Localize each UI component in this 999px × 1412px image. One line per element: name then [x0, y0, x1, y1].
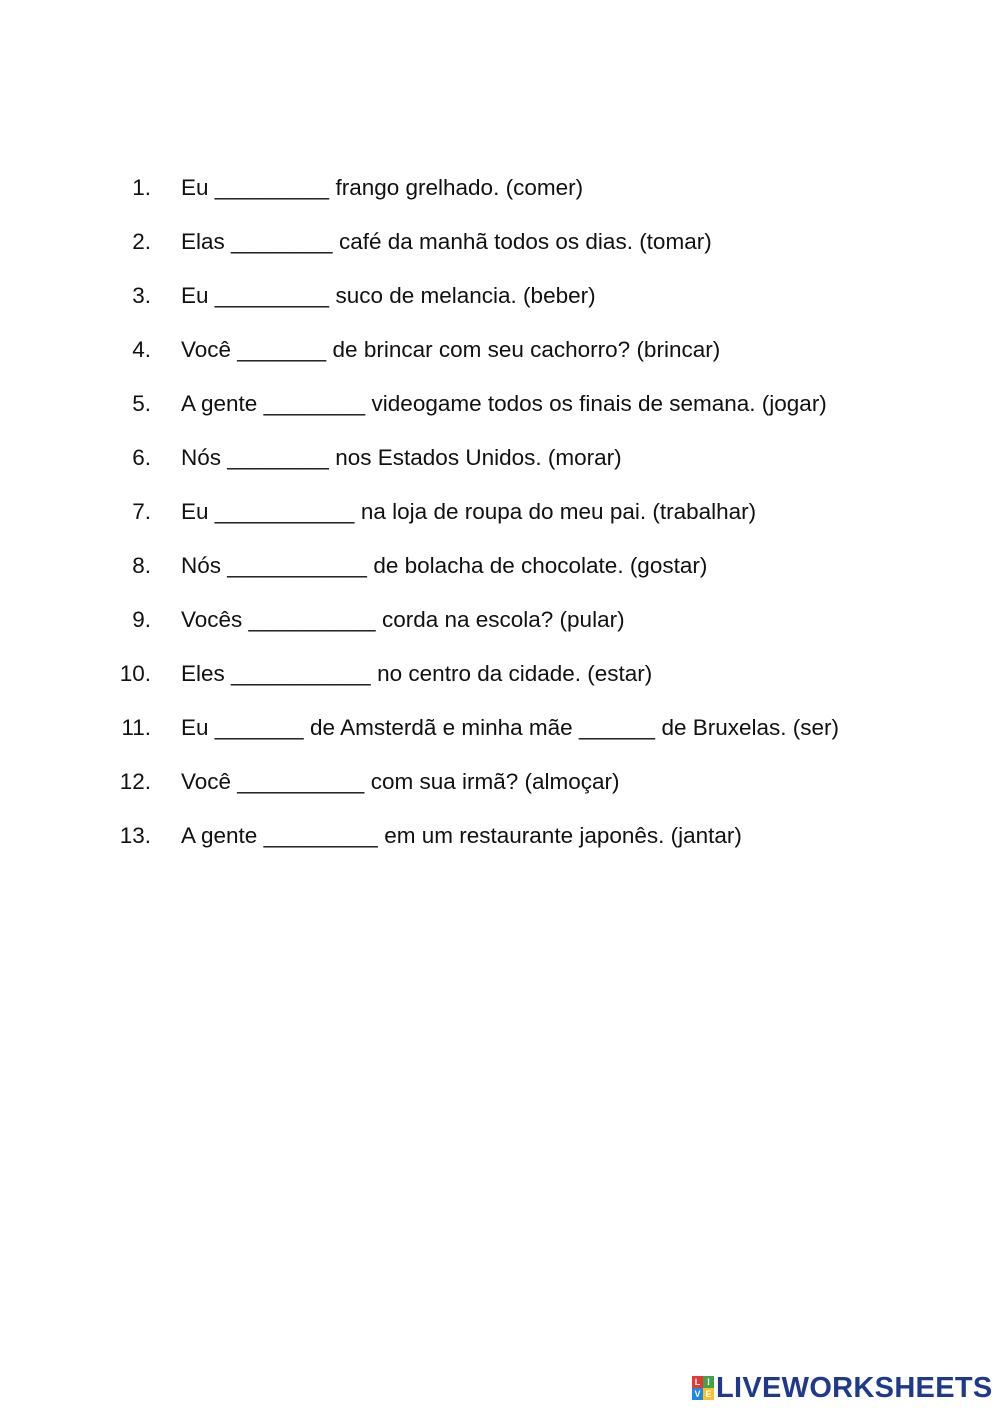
- logo-letter-i: I: [703, 1376, 714, 1388]
- logo-text: LIVEWORKSHEETS: [716, 1371, 993, 1404]
- item-text: [181, 388, 827, 420]
- item-number: 2.: [132, 229, 151, 254]
- answer-blank[interactable]: __________: [248, 607, 376, 632]
- item-number: 3.: [132, 283, 151, 308]
- item-number: 8.: [132, 553, 151, 578]
- item-number: 5.: [132, 391, 151, 416]
- answer-blank[interactable]: _________: [214, 175, 330, 200]
- item-text: [181, 172, 583, 204]
- answer-blank[interactable]: _______: [214, 715, 304, 740]
- item-text: [181, 820, 742, 852]
- exercise-item: [0, 388, 999, 442]
- exercise-item: [0, 280, 999, 334]
- text-segment: em um restaurante japonês. (jantar): [378, 823, 742, 848]
- exercise-item: [0, 550, 999, 604]
- text-segment: no centro da cidade. (estar): [370, 661, 653, 686]
- exercise-item: [0, 658, 999, 712]
- text-segment: Nós: [181, 445, 228, 470]
- text-segment: videogame todos os finais de semana. (jogar): [365, 391, 827, 416]
- item-number: 9.: [132, 607, 151, 632]
- exercise-item: [0, 766, 999, 820]
- text-segment: Eu: [181, 499, 215, 524]
- item-number: 12.: [119, 769, 151, 794]
- answer-blank[interactable]: ________: [263, 391, 366, 416]
- exercise-item: [0, 712, 999, 766]
- liveworksheets-logo-icon: [692, 1376, 714, 1400]
- item-text: [181, 496, 756, 528]
- item-text: [181, 604, 625, 636]
- item-number: 13.: [119, 823, 151, 848]
- exercise-item: [0, 226, 999, 280]
- item-number: 10.: [119, 661, 151, 686]
- text-segment: de bolacha de chocolate. (gostar): [367, 553, 708, 578]
- text-segment: A gente: [181, 823, 264, 848]
- text-segment: Você: [181, 769, 238, 794]
- exercise-item: [0, 172, 999, 226]
- logo-letter-v: V: [692, 1388, 703, 1400]
- answer-blank[interactable]: ________: [231, 229, 333, 254]
- exercise-item: [0, 442, 999, 496]
- text-segment: nos Estados Unidos. (morar): [328, 445, 622, 470]
- text-segment: na loja de roupa do meu pai. (trabalhar): [354, 499, 757, 524]
- answer-blank[interactable]: __________: [237, 769, 365, 794]
- text-segment: A gente: [181, 391, 264, 416]
- logo-letter-e: E: [703, 1388, 714, 1400]
- answer-blank[interactable]: ______: [578, 715, 656, 740]
- answer-blank[interactable]: _________: [214, 283, 330, 308]
- text-segment: Eles: [181, 661, 232, 686]
- text-segment: corda na escola? (pular): [375, 607, 625, 632]
- text-segment: Eu: [181, 283, 215, 308]
- item-number: 1.: [132, 175, 151, 200]
- exercise-item: [0, 604, 999, 658]
- item-text: [181, 334, 720, 366]
- answer-blank[interactable]: ___________: [214, 499, 355, 524]
- text-segment: frango grelhado. (comer): [329, 175, 584, 200]
- item-text: [181, 712, 839, 744]
- answer-blank[interactable]: _______: [237, 337, 327, 362]
- answer-blank[interactable]: _________: [263, 823, 378, 848]
- text-segment: de brincar com seu cachorro? (brincar): [326, 337, 721, 362]
- item-number: 11.: [121, 715, 151, 740]
- text-segment: de Bruxelas. (ser): [655, 715, 840, 740]
- text-segment: Você: [181, 337, 238, 362]
- item-number: 4.: [132, 337, 151, 362]
- text-segment: Eu: [181, 715, 215, 740]
- exercise-item: [0, 820, 999, 874]
- text-segment: Eu: [181, 175, 215, 200]
- logo-letter-l: L: [692, 1376, 703, 1388]
- item-text: [181, 442, 622, 474]
- answer-blank[interactable]: ___________: [231, 661, 371, 686]
- liveworksheets-logo: [692, 1372, 993, 1404]
- text-segment: suco de melancia. (beber): [329, 283, 596, 308]
- answer-blank[interactable]: ________: [227, 445, 329, 470]
- text-segment: Vocês: [181, 607, 249, 632]
- item-number: 6.: [132, 445, 151, 470]
- text-segment: com sua irmã? (almoçar): [364, 769, 620, 794]
- exercise-item: [0, 496, 999, 550]
- exercise-list: [0, 172, 999, 874]
- item-text: [181, 766, 620, 798]
- item-text: [181, 658, 652, 690]
- text-segment: café da manhã todos os dias. (tomar): [332, 229, 712, 254]
- exercise-item: [0, 334, 999, 388]
- answer-blank[interactable]: ___________: [227, 553, 368, 578]
- item-text: [181, 550, 707, 582]
- item-text: [181, 280, 596, 312]
- item-number: 7.: [132, 499, 151, 524]
- item-text: [181, 226, 712, 258]
- text-segment: de Amsterdã e minha mãe: [303, 715, 579, 740]
- text-segment: Elas: [181, 229, 232, 254]
- text-segment: Nós: [181, 553, 228, 578]
